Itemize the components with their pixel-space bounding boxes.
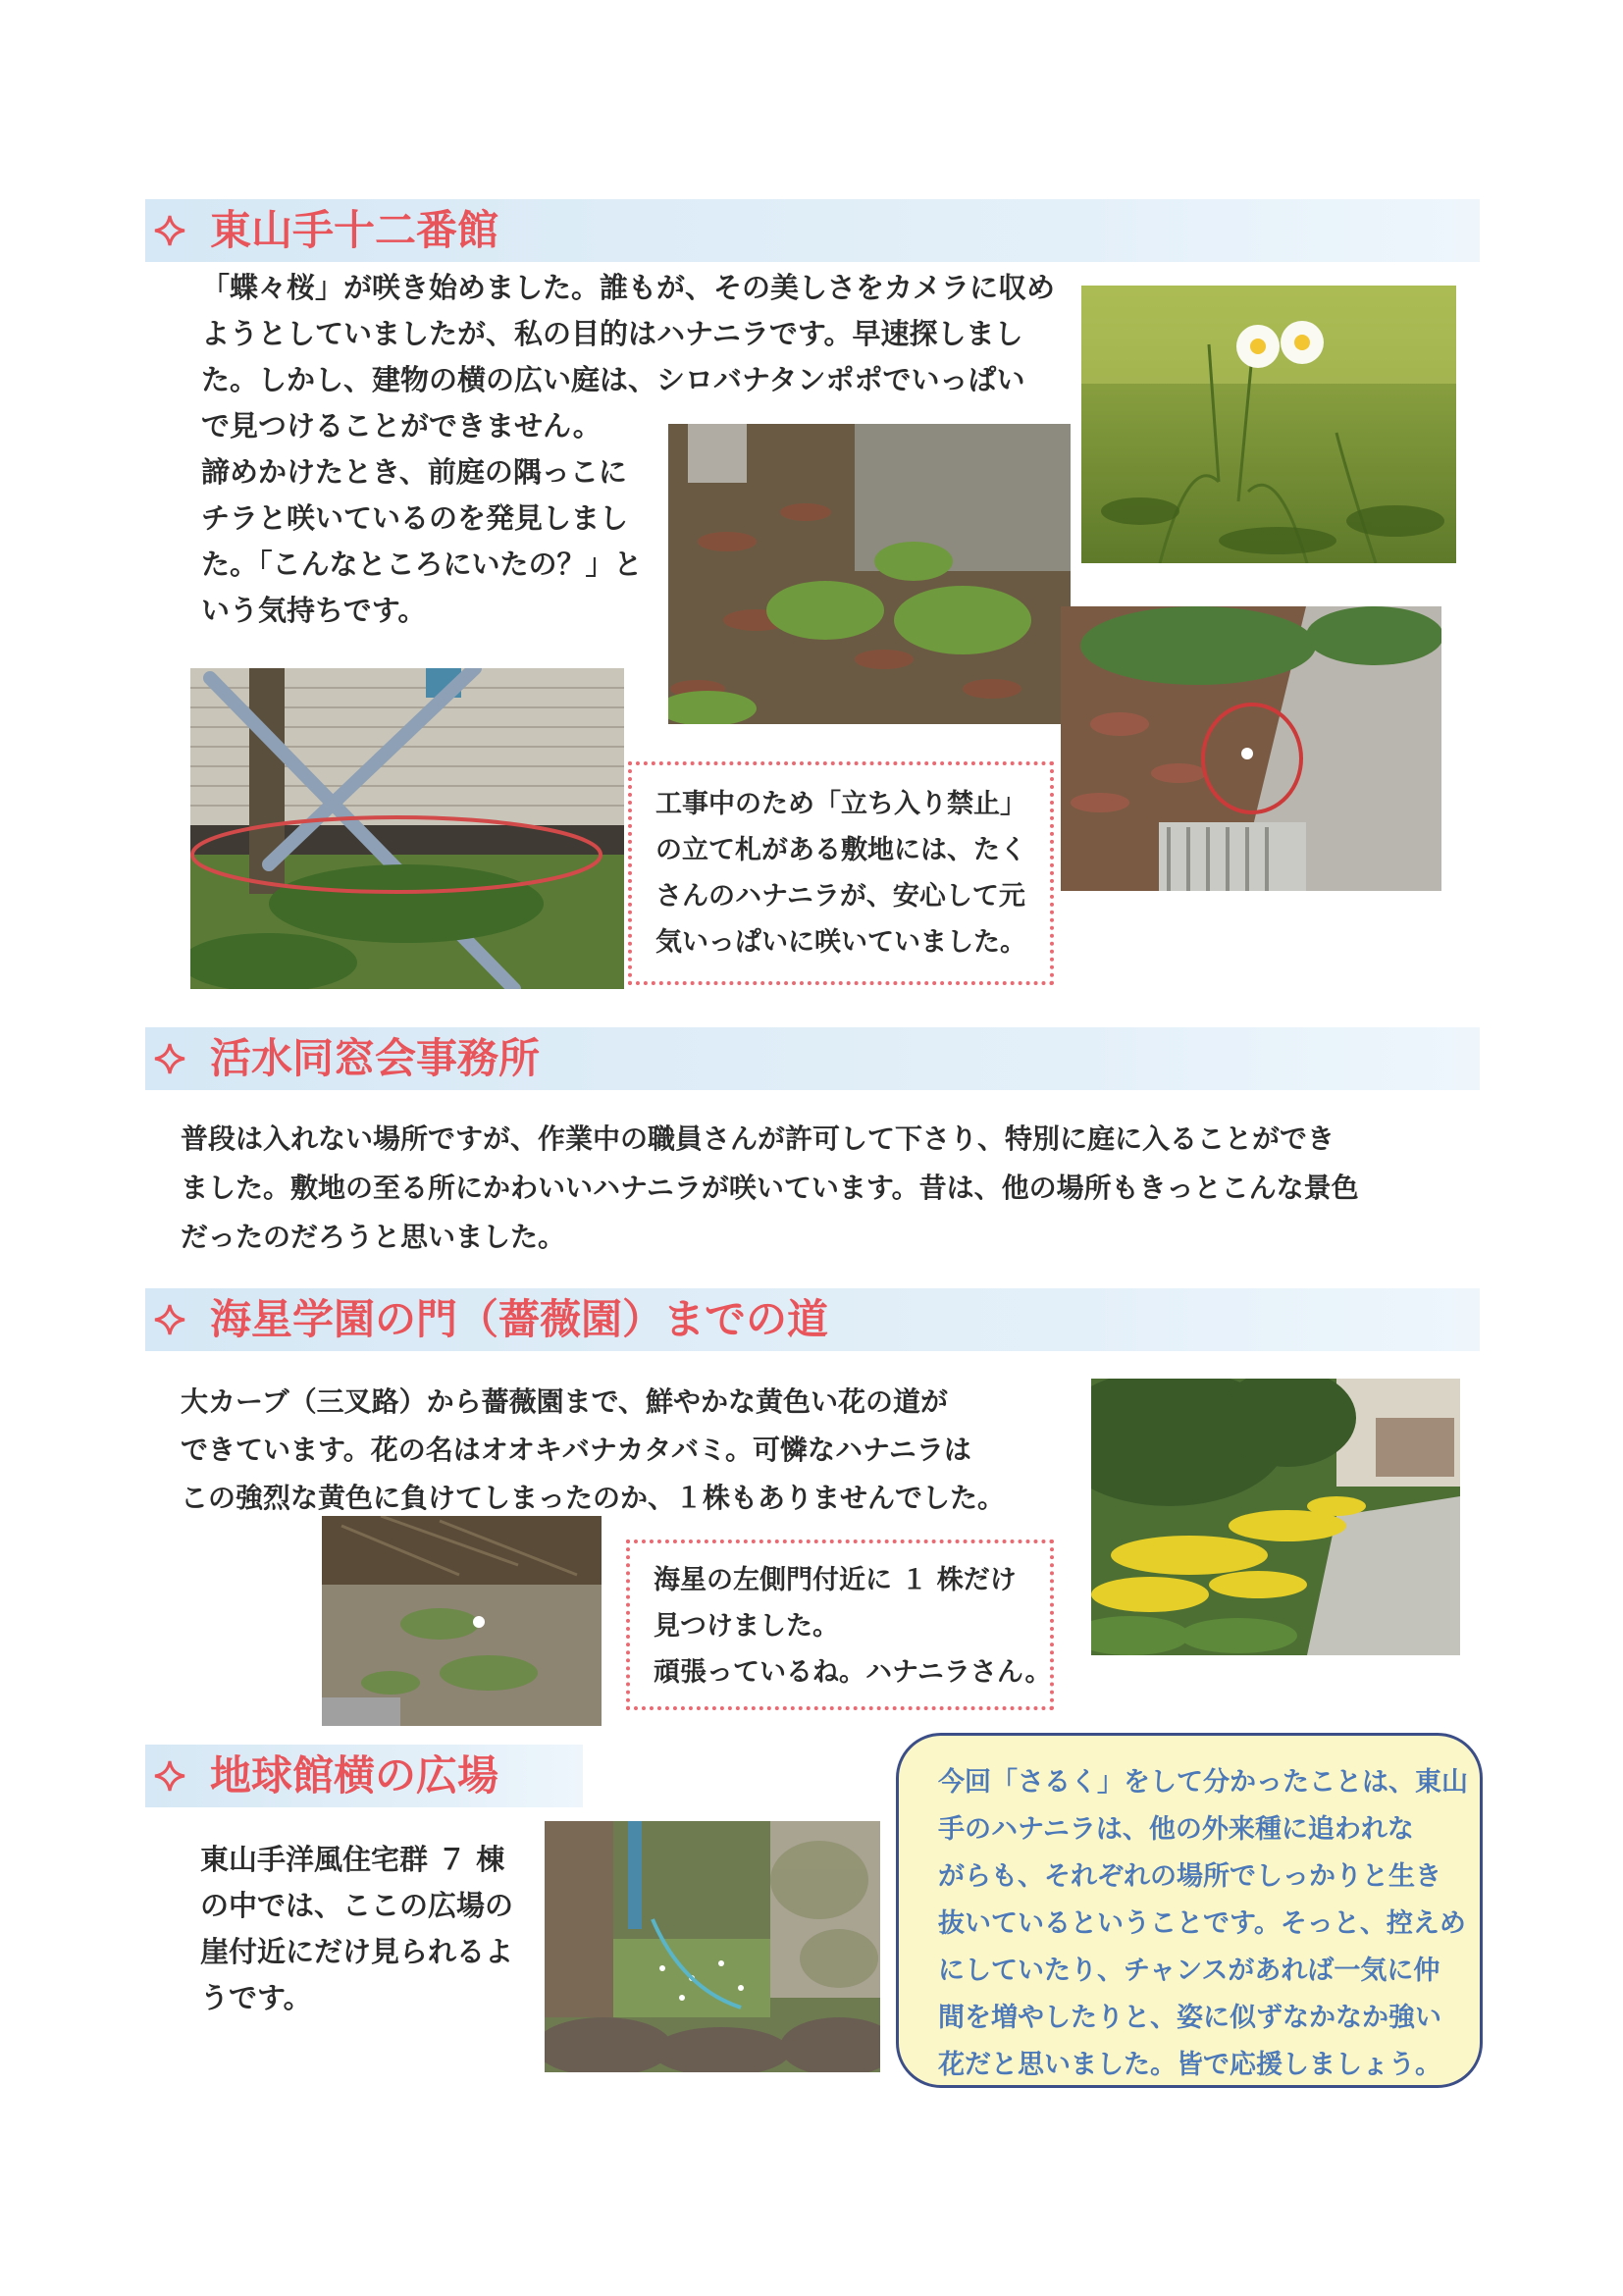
sparkle-icon xyxy=(153,1042,186,1075)
yellow-flower-path-photo xyxy=(1091,1379,1460,1655)
summary-box: 今回「さるく」をして分かったことは、東山 手のハナニラは、他の外来種に追われな がらも、それぞれの場所でしっかりと生き 抜いているということです。そっと、控えめ にしていたり、チャンスがあれば一気に仲 間を増やしたりと、姿に似ずなかなか強い 花だと思いました。皆で応援しましょう。 xyxy=(896,1733,1483,2088)
single-hananira-photo xyxy=(322,1516,602,1726)
section-3-text: 大カーブ（三叉路）から薔薇園まで、鮮やかな黄色い花の道が できています。花の名はオオキバナカタバミ。可憐なハナニラは この強烈な黄色に負けてしまったのか、１株もありませんでした。 xyxy=(181,1385,1006,1514)
section-2-text: 普段は入れない場所ですが、作業中の職員さんが許可して下さり、特別に庭に入ることができ ました。敷地の至る所にかわいいハナニラが咲いています。昔は、他の場所もきっとこんな景色 だったのだろうと思いました。 xyxy=(181,1122,1359,1253)
construction-callout: 工事中のため「立ち入り禁止」 の立て札がある敷地には、たく さんのハナニラが、安心して元 気いっぱいに咲いていました。 xyxy=(628,761,1054,985)
single-plant-callout: 海星の左側門付近に １ 株だけ 見つけました。 頑張っているね。ハナニラさん。 xyxy=(626,1539,1054,1710)
section-title-kassui: 活水同窓会事務所 xyxy=(210,1034,541,1082)
sparkle-icon xyxy=(153,1759,186,1793)
sparkle-icon xyxy=(153,214,186,247)
section-title-jyuunibankan: 東山手十二番館 xyxy=(210,206,499,254)
sidewalk-flower-photo xyxy=(1061,606,1441,891)
dandelion-photo xyxy=(1081,286,1456,563)
section-4-text: 東山手洋風住宅群 ７ 棟 の中では、ここの広場の 崖付近にだけ見られるよ うです。 xyxy=(200,1843,514,2014)
section-1-text: 「蝶々桜」が咲き始めました。誰もが、その美しさをカメラに収め ようとしていましたが、私の目的はハナニラです。早速探しまし た。しかし、建物の横の広い庭は、シロバナタンポポでいっぱい で見つけることができません。 諦めかけたとき、前庭の隅っこに チラと咲いているのを発見しまし た。「こんなところにいたの？」と いう気持ちです。 xyxy=(201,271,1056,627)
cliff-plaza-photo xyxy=(545,1821,880,2072)
section-title-chikyuukan: 地球館横の広場 xyxy=(210,1751,499,1800)
fenced-garden-photo xyxy=(190,668,624,989)
section-title-kaisei: 海星学園の門（薔薇園）までの道 xyxy=(210,1295,829,1343)
sparkle-icon xyxy=(153,1303,186,1336)
garden-leaves-photo xyxy=(668,424,1071,724)
